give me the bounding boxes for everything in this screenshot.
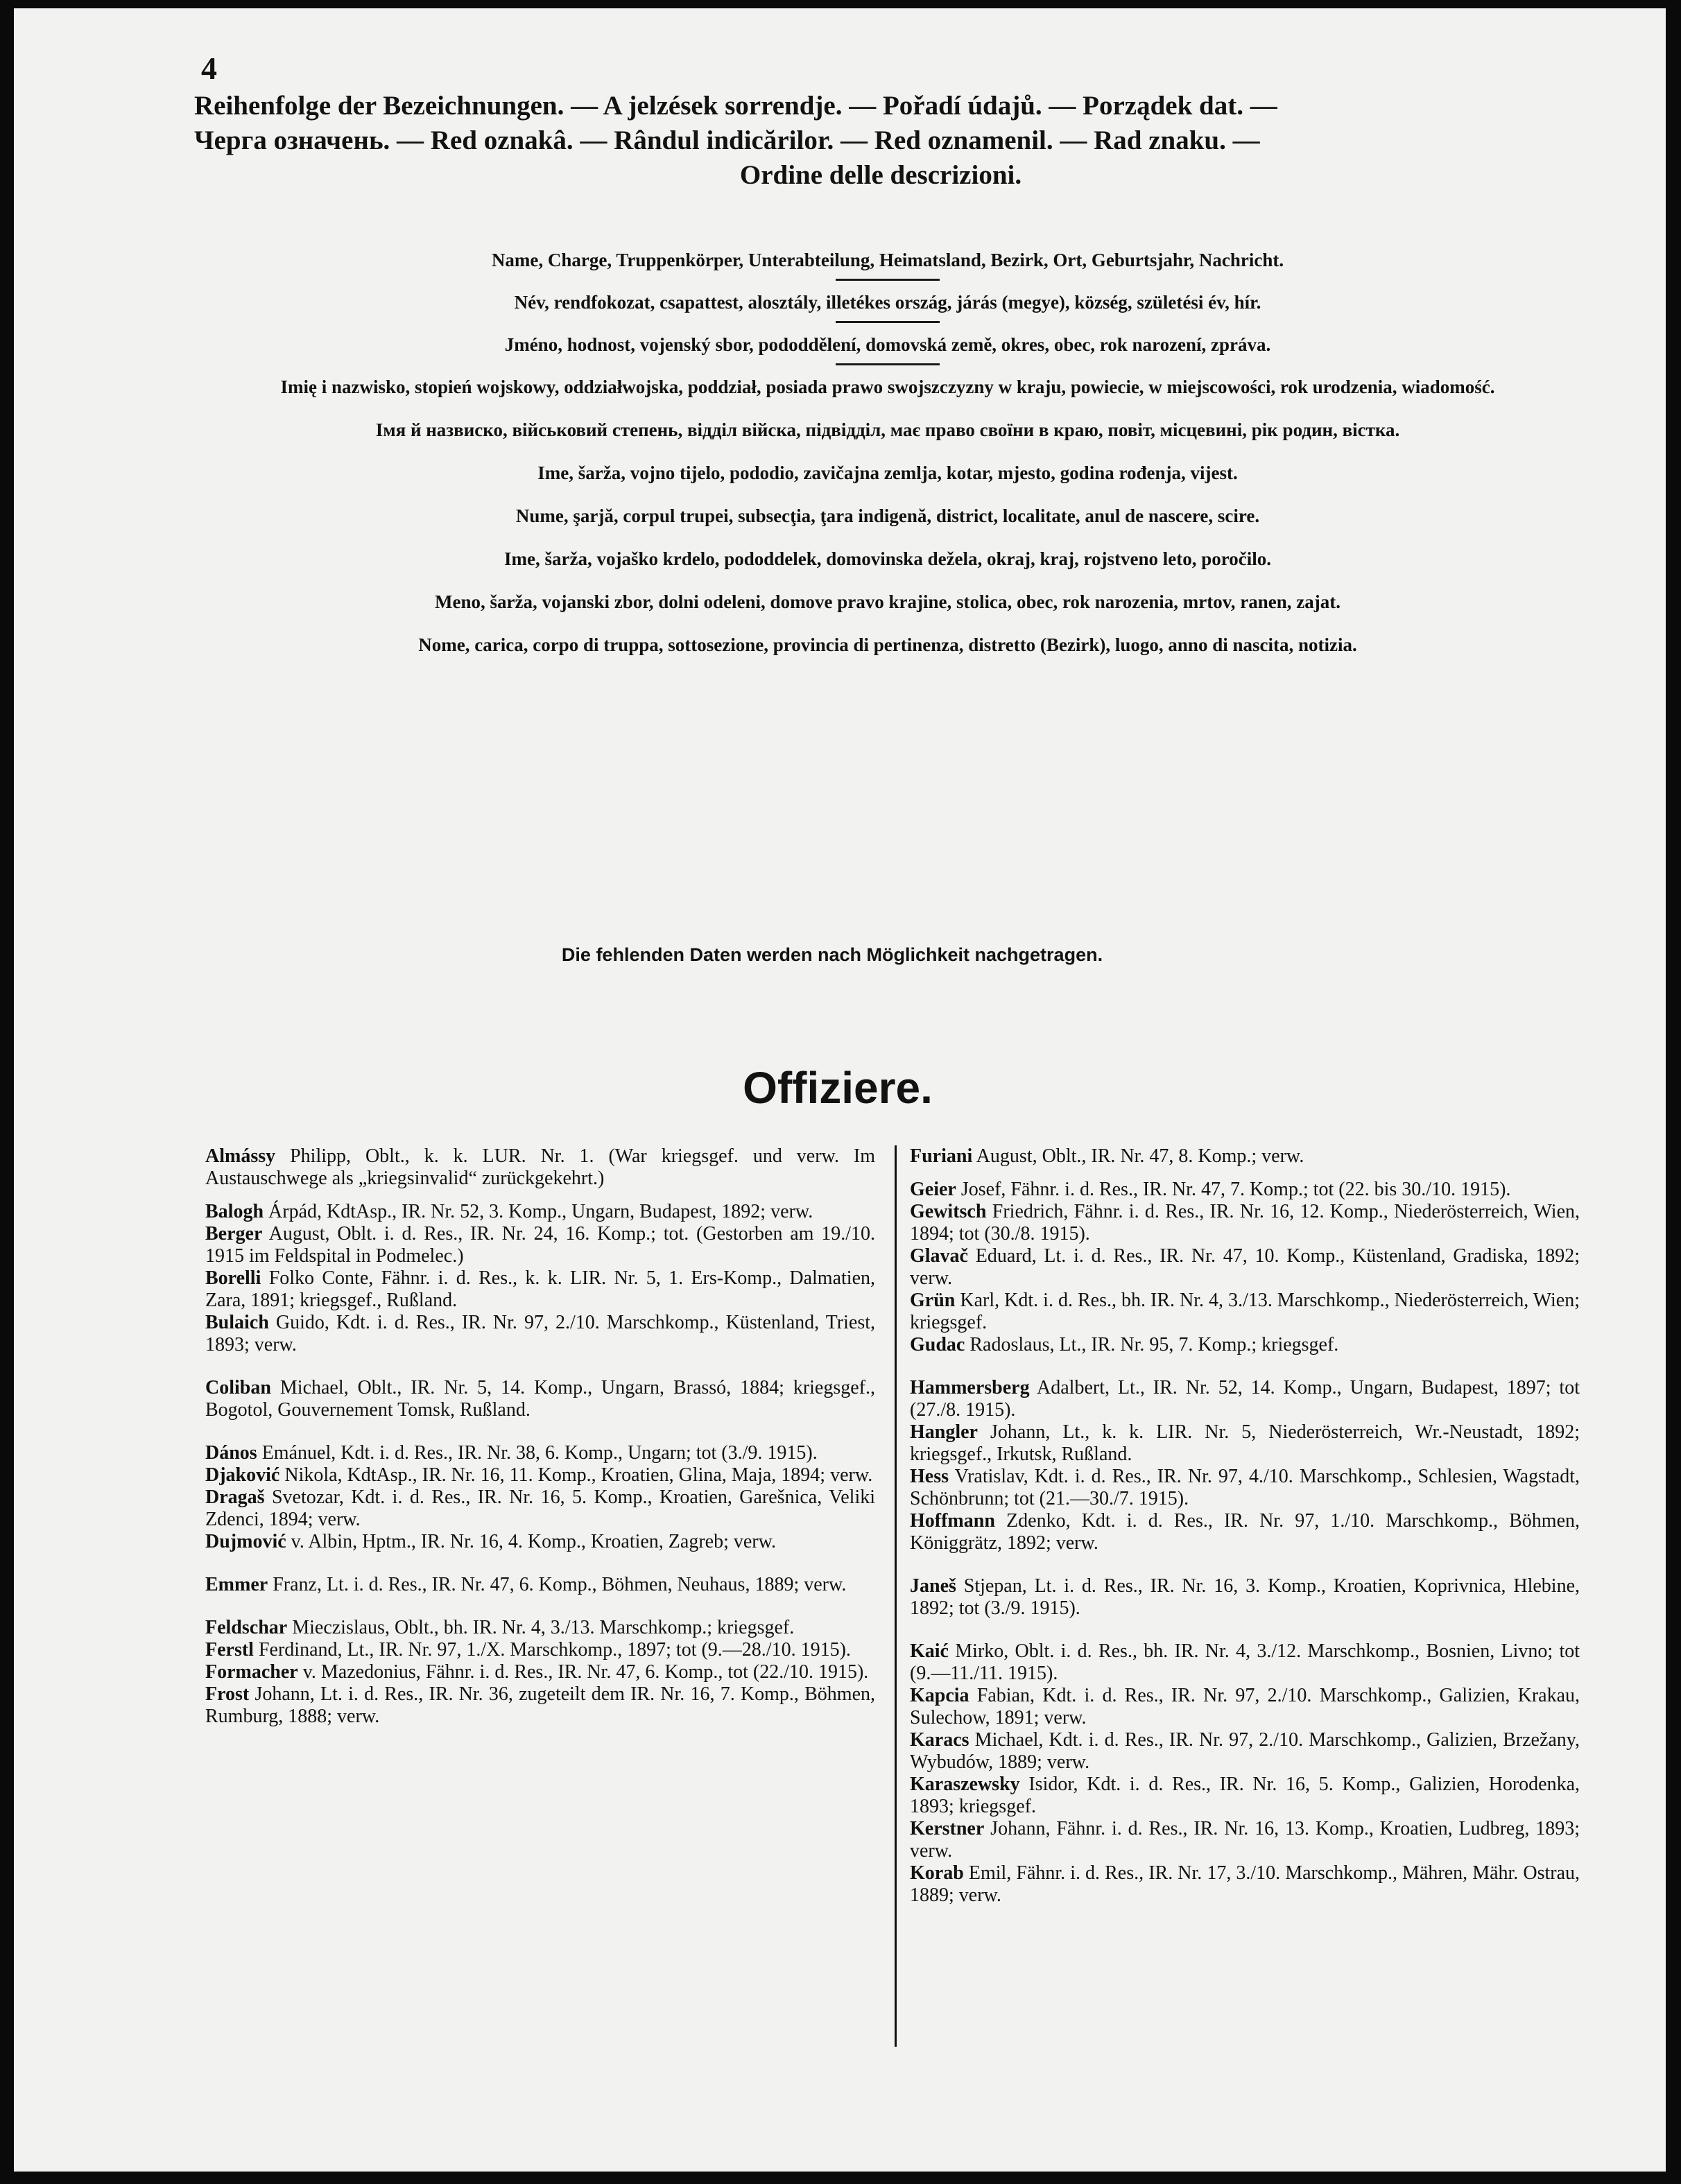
description-slovenian: Ime, šarža, vojaško krdelo, pododdelek, domovinska dežela, okraj, kraj, rojstveno leto, poročilo. [504,548,1271,569]
surname: Janeš [910,1575,956,1597]
list-item [205,1442,875,1464]
list-item [910,1729,1580,1774]
surname: Karaszewsky [910,1774,1020,1795]
entry-text: v. Mazedonius, Fähnr. i. d. Res., IR. Nr. 47, 6. Komp., tot (22./10. 1915). [302,1661,869,1683]
surname: Karacs [910,1729,969,1751]
heading-block [194,89,1567,193]
surname: Dragaš [205,1487,265,1508]
list-item [910,1145,1580,1168]
description-czech: Jméno, hodnost, vojenský sbor, pododdělení, domovská země, okres, obec, rok narození, zpráva. [504,334,1271,355]
list-item [205,1639,875,1661]
scan-border-top [0,0,1681,8]
list-item [910,1466,1580,1510]
surname: Kerstner [910,1818,985,1839]
list-item [910,1334,1580,1356]
list-item [205,1683,875,1728]
right-column [910,1145,1580,1907]
surname: Hoffmann [910,1510,995,1532]
entry-text: Johann, Lt., k. k. LIR. Nr. 5, Niederösterreich, Wr.-Neustadt, 1892; kriegsgef., Irkutsk, Rußland. [910,1421,1580,1465]
surname: Balogh [205,1201,264,1222]
list-item [910,1201,1580,1245]
surname: Glavač [910,1245,968,1267]
description-german: Name, Charge, Truppenkörper, Unterabteilung, Heimatsland, Bezirk, Ort, Geburtsjahr, Nachricht. [491,250,1284,270]
entry-text: Josef, Fähnr. i. d. Res., IR. Nr. 47, 7. Komp.; tot (22. bis 30./10. 1915). [960,1179,1511,1200]
entry-text: August, Oblt., IR. Nr. 47, 8. Komp.; verw. [976,1145,1304,1167]
surname: Berger [205,1223,263,1245]
surname: Bulaich [205,1312,269,1333]
divider [836,363,940,365]
surname: Djaković [205,1464,280,1486]
surname: Formacher [205,1661,298,1683]
entry-text: Zdenko, Kdt. i. d. Res., IR. Nr. 97, 1./10. Marschkomp., Böhmen, Königgrätz, 1892; verw. [910,1510,1580,1554]
description-list [250,248,1526,657]
surname: Emmer [205,1574,268,1595]
scan-border-left [0,0,14,2184]
column-divider [895,1145,897,2047]
list-item [910,1862,1580,1907]
section-title: Offiziere. [743,1063,933,1113]
list-item [910,1774,1580,1818]
surname: Dujmović [205,1531,286,1552]
scan-border-right [1666,0,1681,2184]
list-item [205,1201,875,1223]
entry-text: Johann, Fähnr. i. d. Res., IR. Nr. 16, 13. Komp., Kroatien, Ludbreg, 1893; verw. [910,1818,1580,1862]
list-item [910,1377,1580,1421]
surname: Gewitsch [910,1201,987,1222]
list-item [205,1574,875,1596]
surname: Kaić [910,1640,949,1662]
entry-text: Folko Conte, Fähnr. i. d. Res., k. k. LIR. Nr. 5, 1. Ers-Komp., Dalmatien, Zara, 1891; kriegsgef., Rußland. [205,1267,876,1311]
heading-line: Ordine delle descrizioni. [739,160,1022,190]
surname: Korab [910,1862,964,1884]
entry-text: Friedrich, Fähnr. i. d. Res., IR. Nr. 16, 12. Komp., Niederösterreich, Wien, 1894; tot (30./8. 1915). [910,1201,1580,1245]
list-item [205,1617,875,1639]
surname: Coliban [205,1377,271,1398]
surname: Geier [910,1179,956,1200]
entry-text: August, Oblt. i. d. Res., IR. Nr. 24, 16. Komp.; tot. (Gestorben am 19./10. 1915 im Feldspital in Podmelec.) [205,1223,875,1267]
missing-data-note: Die fehlenden Daten werden nach Möglichkeit nachgetragen. [561,944,1103,965]
list-item [910,1290,1580,1334]
entry-text: Radoslaus, Lt., IR. Nr. 95, 7. Komp.; kriegsgef. [969,1334,1339,1355]
list-item [205,1464,875,1487]
scan-border-bottom [0,2172,1681,2184]
list-item [205,1531,875,1553]
divider [836,279,940,281]
entry-text: Svetozar, Kdt. i. d. Res., IR. Nr. 16, 5. Komp., Kroatien, Garešnica, Veliki Zdenci, 1894; verw. [205,1487,876,1530]
surname: Feldschar [205,1617,288,1638]
entry-text: Vratislav, Kdt. i. d. Res., IR. Nr. 97, 4./10. Marschkomp., Schlesien, Wagstadt, Schönbrunn; tot (21.—30./7. 1915). [910,1466,1580,1509]
surname: Gudac [910,1334,965,1355]
divider [836,321,940,323]
list-item [205,1661,875,1683]
list-item [910,1510,1580,1554]
description-hungarian: Név, rendfokozat, csapattest, alosztály, illetékes ország, járás (megye), község, születési év, hír. [514,292,1261,313]
description-slovak: Meno, šarža, vojanski zbor, dolni odeleni, domove pravo krajine, stolica, obec, rok narozenia, mrtov, ranen, zajat. [435,591,1341,612]
description-ruthenian: Імя й назвиско, військовий степень, відділ війска, підвідділ, має право своїни в краю, повіт, місцевині, рік родин, вістка. [375,419,1400,440]
description-romanian: Nume, şarjă, corpul trupei, subsecţia, ţara indigenă, district, localitate, anul de nascere, scire. [515,505,1260,526]
left-column [205,1145,875,1728]
surname: Ferstl [205,1639,254,1661]
entry-text: Franz, Lt. i. d. Res., IR. Nr. 47, 6. Komp., Böhmen, Neuhaus, 1889; verw. [273,1574,847,1595]
list-item [205,1267,875,1312]
list-item [910,1575,1580,1620]
list-item [910,1179,1580,1201]
entry-text: Emánuel, Kdt. i. d. Res., IR. Nr. 38, 6. Komp., Ungarn; tot (3./9. 1915). [261,1442,818,1464]
description-croatian: Ime, šarža, vojno tijelo, pododio, zavičajna zemlja, kotar, mjesto, godina rođenja, vijest. [537,462,1238,483]
list-item [910,1818,1580,1862]
officer-columns [205,1145,1585,2068]
surname: Hammersberg [910,1377,1030,1398]
surname: Almássy [205,1145,276,1167]
list-item [910,1421,1580,1466]
list-item [205,1377,875,1421]
entry-text: Guido, Kdt. i. d. Res., IR. Nr. 97, 2./10. Marschkomp., Küstenland, Triest, 1893; verw. [205,1312,875,1355]
page-number: 4 [201,51,217,86]
surname: Grün [910,1290,956,1311]
surname: Kapcia [910,1685,969,1706]
list-item [205,1223,875,1267]
surname: Borelli [205,1267,261,1289]
entry-text: v. Albin, Hptm., IR. Nr. 16, 4. Komp., Kroatien, Zagreb; verw. [291,1531,777,1552]
entry-text: Mirko, Oblt. i. d. Res., bh. IR. Nr. 4, 3./12. Marschkomp., Bosnien, Livno; tot (9.—11./11. 1915). [910,1640,1580,1684]
entry-text: Fabian, Kdt. i. d. Res., IR. Nr. 97, 2./10. Marschkomp., Galizien, Krakau, Sulechow, 1891; verw. [910,1685,1580,1728]
surname: Hangler [910,1421,978,1443]
entry-text: Isidor, Kdt. i. d. Res., IR. Nr. 16, 5. Komp., Galizien, Horodenka, 1893; kriegsgef. [910,1774,1580,1817]
description-polish: Imię i nazwisko, stopień wojskowy, oddziałwojska, poddział, posiada prawo swojszczyzny w kraju, powiecie, w miejscowości, rok urodzenia, wiadomość. [280,376,1495,397]
entry-text: Karl, Kdt. i. d. Res., bh. IR. Nr. 4, 3./13. Marschkomp., Niederösterreich, Wien; kriegsgef. [910,1290,1580,1333]
entry-text: Emil, Fähnr. i. d. Res., IR. Nr. 17, 3./10. Marschkomp., Mähren, Mähr. Ostrau, 1889; verw. [910,1862,1580,1906]
list-item [910,1640,1580,1685]
entry-text: Nikola, KdtAsp., IR. Nr. 16, 11. Komp., Kroatien, Glina, Maja, 1894; verw. [284,1464,873,1486]
list-item [910,1685,1580,1729]
entry-text: Árpád, KdtAsp., IR. Nr. 52, 3. Komp., Ungarn, Budapest, 1892; verw. [268,1201,813,1222]
list-item [205,1312,875,1356]
list-item [205,1487,875,1531]
entry-text: Johann, Lt. i. d. Res., IR. Nr. 36, zugeteilt dem IR. Nr. 16, 7. Komp., Böhmen, Rumburg, 1888; verw. [205,1683,876,1727]
entry-text: Adalbert, Lt., IR. Nr. 52, 14. Komp., Ungarn, Budapest, 1897; tot (27./8. 1915). [910,1377,1580,1421]
description-italian: Nome, carica, corpo di truppa, sottosezione, provincia di pertinenza, distretto (Bezirk), luogo, anno di nascita, notizia. [418,634,1357,655]
surname: Hess [910,1466,949,1487]
surname: Dános [205,1442,257,1464]
entry-text: Stjepan, Lt. i. d. Res., IR. Nr. 16, 3. Komp., Kroatien, Koprivnica, Hlebine, 1892; tot (3./9. 1915). [910,1575,1580,1619]
entry-text: Michael, Kdt. i. d. Res., IR. Nr. 97, 2./10. Marschkomp., Galizien, Brzežany, Wybudów, 1889; verw. [910,1729,1580,1773]
list-item [910,1245,1580,1290]
entry-text: Ferdinand, Lt., IR. Nr. 97, 1./X. Marschkomp., 1897; tot (9.—28./10. 1915). [258,1639,851,1661]
entry-text: Mieczislaus, Oblt., bh. IR. Nr. 4, 3./13. Marschkomp.; kriegsgef. [292,1617,795,1638]
surname: Frost [205,1683,250,1705]
entry-text: Philipp, Oblt., k. k. LUR. Nr. 1. (War kriegsgef. und verw. Im Austauschwege als „kriegsinvalid“ zurückgekehrt.) [205,1145,876,1189]
heading-line: Reihenfolge der Bezeichnungen. — A jelzések sorrendje. — Pořadí údajů. — Porządek dat. — [194,91,1277,121]
entry-text: Eduard, Lt. i. d. Res., IR. Nr. 47, 10. Komp., Küstenland, Gradiska, 1892; verw. [910,1245,1580,1289]
heading-line: Черга означень. — Red oznakâ. — Rândul indicărilor. — Red oznamenil. — Rad znaku. — [194,125,1260,155]
surname: Furiani [910,1145,973,1167]
list-item [205,1145,875,1190]
entry-text: Michael, Oblt., IR. Nr. 5, 14. Komp., Ungarn, Brassó, 1884; kriegsgef., Bogotol, Gouvernement Tomsk, Rußland. [205,1377,876,1421]
